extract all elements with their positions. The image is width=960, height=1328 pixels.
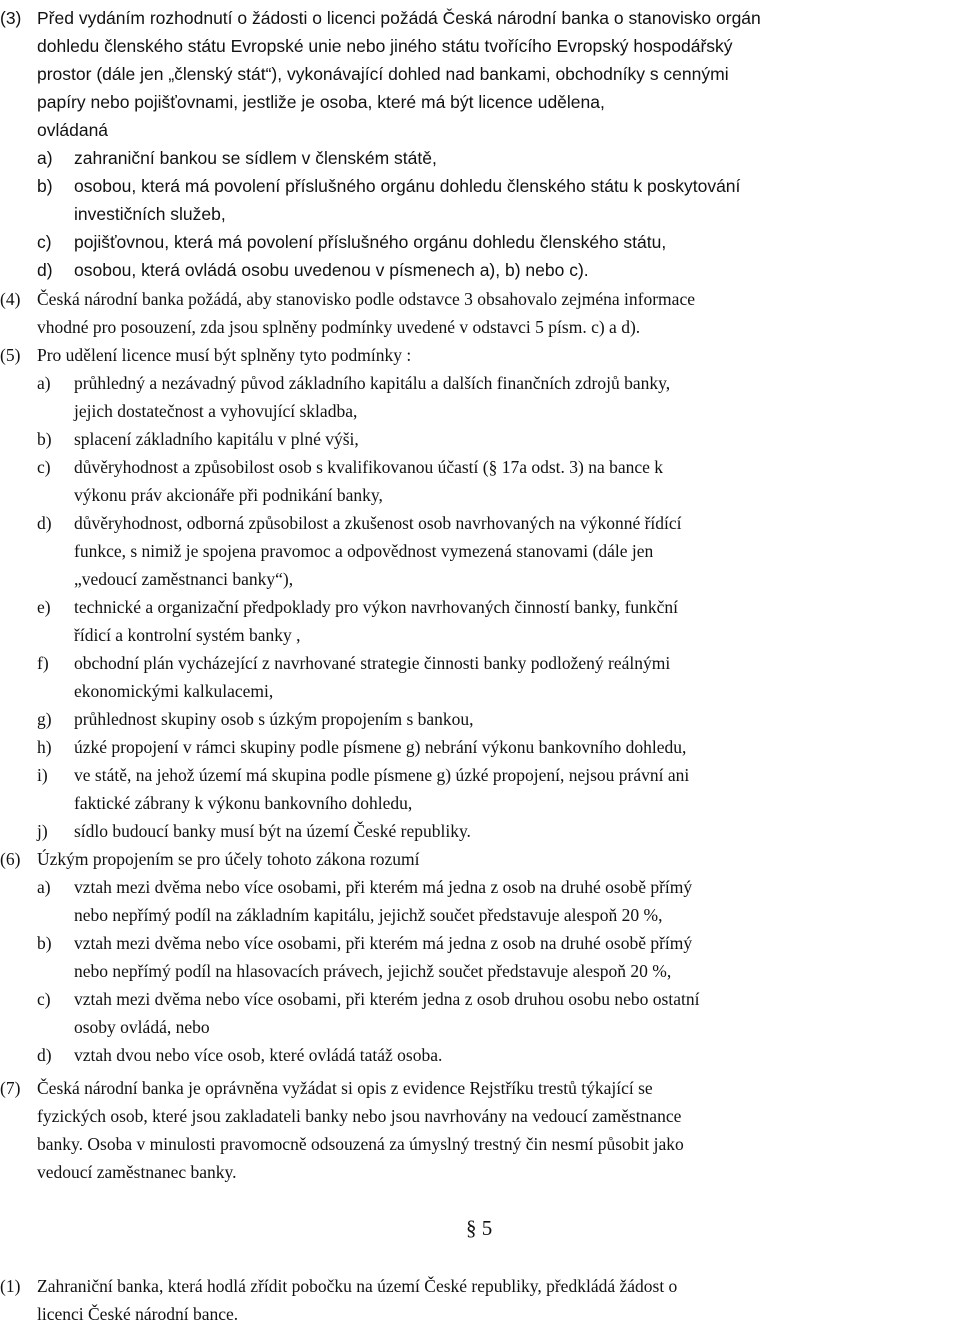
item-letter: b) — [37, 176, 53, 196]
item-letter: g) — [37, 709, 52, 729]
item-text: faktické zábrany k výkonu bankovního dohledu, — [74, 793, 413, 813]
item-text: nebo nepřímý podíl na základním kapitálu, jejichž součet představuje alespoň 20 %, — [74, 905, 663, 925]
item-text: výkonu práv akcionáře při podnikání banky, — [74, 485, 383, 505]
item-text: investičních služeb, — [74, 204, 226, 224]
item-text: ekonomickými kalkulacemi, — [74, 681, 274, 701]
paragraph-text: Úzkým propojením se pro účely tohoto zákona rozumí — [37, 849, 420, 869]
paragraph-4 — [0, 285, 960, 341]
paragraph-number: (3) — [0, 8, 22, 28]
item-text: sídlo budoucí banky musí být na území České republiky. — [74, 821, 471, 841]
item-text: technické a organizační předpoklady pro výkon navrhovaných činností banky, funkční — [74, 597, 679, 617]
paragraph-text: Česká národní banka požádá, aby stanovisko podle odstavce 3 obsahovalo zejména informace — [37, 289, 695, 309]
paragraph-text: fyzických osob, které jsou zakladateli banky nebo jsou navrhovány na vedoucí zaměstnance — [37, 1106, 682, 1126]
item-text: vztah mezi dvěma nebo více osobami, při kterém jedna z osob druhou osobu nebo ostatní — [74, 989, 700, 1009]
item-text: vztah mezi dvěma nebo více osobami, při kterém má jedna z osob na druhé osobě přímý — [74, 877, 693, 897]
item-text: ve státě, na jehož území má skupina podle písmene g) úzké propojení, nejsou právní ani — [74, 765, 690, 785]
item-letter: c) — [37, 989, 51, 1009]
item-letter: b) — [37, 933, 52, 953]
paragraph-text: vedoucí zaměstnanec banky. — [37, 1162, 237, 1182]
item-text: splacení základního kapitálu v plné výši, — [74, 429, 359, 449]
item-letter: c) — [37, 232, 52, 252]
paragraph-text: prostor (dále jen „členský stát“), vykonávající dohled nad bankami, obchodníky s cennými — [37, 64, 729, 84]
item-text: vztah dvou nebo více osob, které ovládá tatáž osoba. — [74, 1045, 443, 1065]
paragraph-5 — [0, 341, 960, 845]
paragraph-text: banky. Osoba v minulosti pravomocně odsouzená za úmyslný trestný čin nesmí působit jako — [37, 1134, 684, 1154]
paragraph-number: (1) — [0, 1276, 21, 1296]
paragraph-text: Česká národní banka je oprávněna vyžádat si opis z evidence Rejstříku trestů týkající se — [37, 1078, 653, 1098]
item-text: jejich dostatečnost a vyhovující skladba, — [74, 401, 358, 421]
item-letter: a) — [37, 373, 51, 393]
paragraph-number: (6) — [0, 849, 21, 869]
item-text: „vedoucí zaměstnanci banky“), — [74, 569, 294, 589]
paragraph-number: (4) — [0, 289, 21, 309]
item-letter: a) — [37, 148, 53, 168]
item-text: průhledný a nezávadný původ základního kapitálu a dalších finančních zdrojů banky, — [74, 373, 671, 393]
item-letter: d) — [37, 513, 52, 533]
item-letter: d) — [37, 1045, 52, 1065]
paragraph-3 — [0, 4, 960, 284]
item-text: nebo nepřímý podíl na hlasovacích právech, jejichž součet představuje alespoň 20 %, — [74, 961, 672, 981]
item-text: osobou, která má povolení příslušného orgánu dohledu členského státu k poskytování — [74, 176, 741, 196]
item-text: průhlednost skupiny osob s úzkým propojením s bankou, — [74, 709, 474, 729]
item-text: osoby ovládá, nebo — [74, 1017, 210, 1037]
paragraph-text: ovládaná — [37, 120, 109, 140]
paragraph-text: licenci České národní bance. — [37, 1304, 239, 1324]
item-letter: h) — [37, 737, 52, 757]
item-letter: b) — [37, 429, 52, 449]
item-letter: e) — [37, 597, 51, 617]
item-text: pojišťovnou, která má povolení příslušného orgánu dohledu členského státu, — [74, 232, 667, 252]
paragraph-text: Pro udělení licence musí být splněny tyto podmínky : — [37, 345, 412, 365]
item-text: vztah mezi dvěma nebo více osobami, při kterém má jedna z osob na druhé osobě přímý — [74, 933, 693, 953]
paragraph-6 — [0, 845, 960, 1069]
item-text: funkce, s nimiž je spojena pravomoc a odpovědnost vymezená stanovami (dále jen — [74, 541, 654, 561]
item-letter: f) — [37, 653, 49, 673]
paragraph-text: Před vydáním rozhodnutí o žádosti o licenci požádá Česká národní banka o stanovisko orgán — [37, 8, 761, 28]
item-text: úzké propojení v rámci skupiny podle písmene g) nebrání výkonu bankovního dohledu, — [74, 737, 687, 757]
paragraph-text: vhodné pro posouzení, zda jsou splněny podmínky uvedené v odstavci 5 písm. c) a d). — [37, 317, 641, 337]
item-text: zahraniční bankou se sídlem v členském státě, — [74, 148, 437, 168]
item-letter: j) — [37, 821, 48, 841]
paragraph-7 — [0, 1074, 960, 1186]
item-letter: c) — [37, 457, 51, 477]
item-text: osobou, která ovládá osobu uvedenou v písmenech a), b) nebo c). — [74, 260, 589, 280]
item-letter: d) — [37, 260, 53, 280]
section-5-paragraph-1 — [0, 1272, 960, 1328]
item-text: důvěryhodnost, odborná způsobilost a zkušenost osob navrhovaných na výkonné řídící — [74, 513, 682, 533]
item-letter: i) — [37, 765, 48, 785]
paragraph-text: Zahraniční banka, která hodlá zřídit pobočku na území České republiky, předkládá žádost o — [37, 1276, 678, 1296]
paragraph-number: (5) — [0, 345, 21, 365]
item-text: obchodní plán vycházející z navrhované strategie činnosti banky podložený reálnými — [74, 653, 671, 673]
item-letter: a) — [37, 877, 51, 897]
item-text: řídicí a kontrolní systém banky , — [74, 625, 301, 645]
paragraph-number: (7) — [0, 1078, 21, 1098]
paragraph-text: dohledu členského státu Evropské unie nebo jiného státu tvořícího Evropský hospodářský — [37, 36, 733, 56]
item-text: důvěryhodnost a způsobilost osob s kvalifikovanou účastí (§ 17a odst. 3) na bance k — [74, 457, 664, 477]
paragraph-text: papíry nebo pojišťovnami, jestliže je osoba, které má být licence udělena, — [37, 92, 605, 112]
section-heading: § 5 — [466, 1216, 493, 1240]
